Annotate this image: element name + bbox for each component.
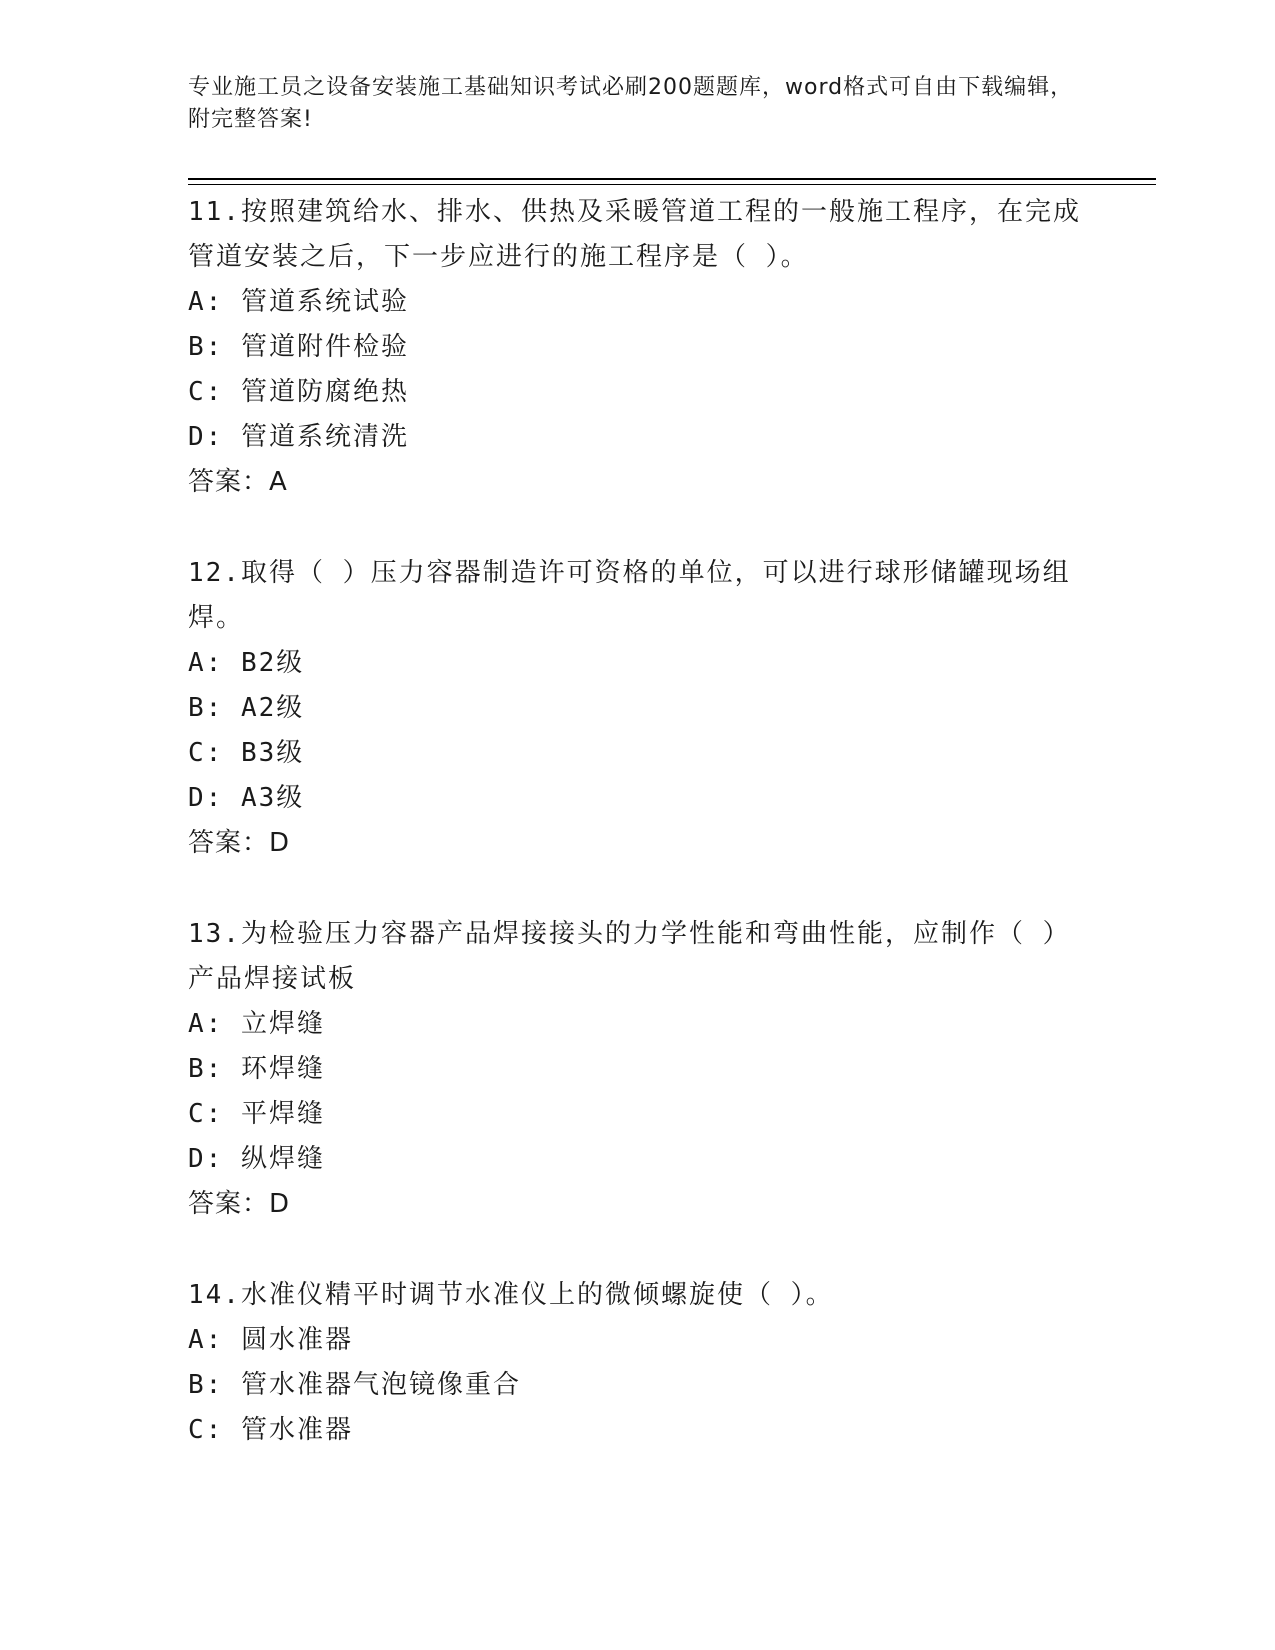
- question-stem: 14.水准仪精平时调节水准仪上的微倾螺旋使（ ）。: [188, 1280, 834, 1310]
- option-c: C: 平焊缝: [188, 1099, 325, 1129]
- option-b: B: 环焊缝: [188, 1054, 325, 1084]
- option-c: C: 管道防腐绝热: [188, 377, 409, 407]
- question-stem: 13.为检验压力容器产品焊接接头的力学性能和弯曲性能，应制作（ ）产品焊接试板: [188, 919, 1071, 994]
- option-c: C: B3级: [188, 738, 305, 768]
- question-item: [188, 551, 1088, 866]
- answer-line: 答案：D: [188, 1189, 291, 1219]
- header-divider-thick: [188, 178, 1156, 180]
- option-d: D: 管道系统清洗: [188, 422, 409, 452]
- option-b: B: 管道附件检验: [188, 332, 409, 362]
- document-header: [188, 72, 1088, 136]
- header-divider-thin: [188, 184, 1156, 185]
- question-list: [188, 190, 1088, 1499]
- question-item: [188, 190, 1088, 505]
- question-item: [188, 1273, 1088, 1453]
- option-a: A: 管道系统试验: [188, 287, 409, 317]
- document-title: 专业施工员之设备安装施工基础知识考试必刷200题题库，word格式可自由下载编辑，附完整答案!: [188, 75, 1074, 132]
- option-a: A: B2级: [188, 648, 305, 678]
- option-c: C: 管水准器: [188, 1415, 353, 1445]
- option-b: B: A2级: [188, 693, 305, 723]
- question-item: [188, 912, 1088, 1227]
- option-a: A: 立焊缝: [188, 1009, 325, 1039]
- option-d: D: A3级: [188, 783, 305, 813]
- answer-line: 答案：A: [188, 467, 288, 497]
- question-stem: 12.取得（ ）压力容器制造许可资格的单位，可以进行球形储罐现场组焊。: [188, 558, 1071, 633]
- option-b: B: 管水准器气泡镜像重合: [188, 1370, 521, 1400]
- answer-line: 答案：D: [188, 828, 291, 858]
- option-a: A: 圆水准器: [188, 1325, 353, 1355]
- option-d: D: 纵焊缝: [188, 1144, 325, 1174]
- question-stem: 11.按照建筑给水、排水、供热及采暖管道工程的一般施工程序，在完成管道安装之后，下一步应进行的施工程序是（ ）。: [188, 197, 1081, 272]
